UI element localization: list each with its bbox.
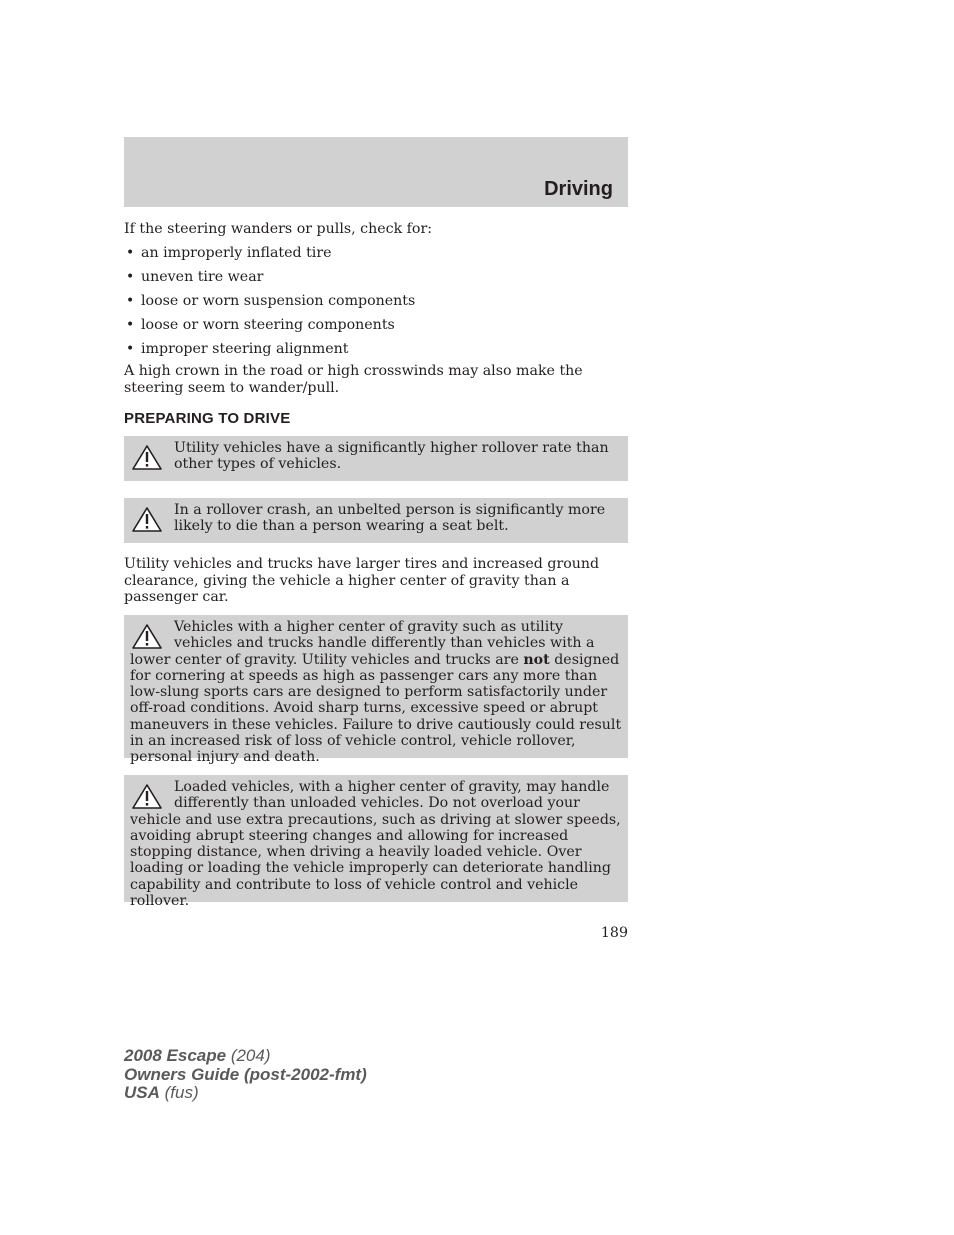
list-item: • an improperly inflated tire xyxy=(126,245,332,261)
warning-box xyxy=(124,436,628,481)
warning-text: Vehicles with a higher center of gravity such as utility vehicles and trucks handle differently than vehicles with a lower center of gravity. Utility vehicles and trucks are not designed for cornering at speeds as high as passenger cars any more than low-slung sports cars are designed to perform satisfactorily under off-road conditions. Avoid sharp turns, excessive speed or abrupt maneuvers in these vehicles. Failure to drive cautiously could result in an increased risk of loss of vehicle control, vehicle rollover, personal injury and death. xyxy=(130,619,622,766)
warning-text: In a rollover crash, an unbelted person is significantly more likely to die than a person wearing a seat belt. xyxy=(174,502,606,535)
warning-box xyxy=(124,615,628,766)
bullet-icon: • xyxy=(126,317,135,333)
list-item: • loose or worn suspension components xyxy=(126,293,416,309)
emphasis-not: not xyxy=(523,651,550,668)
bullet-icon: • xyxy=(126,341,135,357)
warning-triangle-icon xyxy=(131,623,163,651)
warning-text: Loaded vehicles, with a higher center of gravity, may handle differently than unloaded vehicles. Do not overload your vehicle and use extra precautions, such as driving at slower speeds, avoiding abrupt steering changes and allowing for increased stopping distance, when driving a heavily loaded vehicle. Over loading or loading the vehicle improperly can deteriorate handling capability and contribute to loss of vehicle control and vehicle rollover. xyxy=(130,779,621,910)
list-item: • improper steering alignment xyxy=(126,341,349,357)
document-footer xyxy=(124,1047,367,1103)
bullet-icon: • xyxy=(126,269,135,285)
list-item: • loose or worn steering components xyxy=(126,317,395,333)
warning-text: Utility vehicles have a significantly higher rollover rate than other types of vehicles. xyxy=(174,440,609,473)
warning-box xyxy=(124,498,628,543)
footer-line-2: Owners Guide (post-2002-fmt) xyxy=(124,1064,367,1084)
center-of-gravity-paragraph: Utility vehicles and trucks have larger tires and increased ground clearance, giving the vehicle a higher center of gravity than a passenger car. xyxy=(124,556,600,605)
footer-line-3: USA (fus) xyxy=(124,1083,199,1102)
check-list xyxy=(124,245,628,365)
warning-triangle-icon xyxy=(131,783,163,811)
footer-line-1: 2008 Escape (204) xyxy=(124,1046,271,1065)
intro-text: If the steering wanders or pulls, check for: xyxy=(124,221,433,237)
page-number: 189 xyxy=(600,925,628,941)
warning-triangle-icon xyxy=(131,444,163,472)
steering-paragraph: A high crown in the road or high crosswinds may also make the steering seem to wander/pull. xyxy=(124,363,583,396)
section-heading: PREPARING TO DRIVE xyxy=(124,410,291,427)
warning-box xyxy=(124,775,628,910)
bullet-icon: • xyxy=(126,245,135,261)
bullet-icon: • xyxy=(126,293,135,309)
list-item: • uneven tire wear xyxy=(126,269,264,285)
section-header-band xyxy=(124,137,628,207)
warning-triangle-icon xyxy=(131,506,163,534)
section-title: Driving xyxy=(544,178,613,200)
